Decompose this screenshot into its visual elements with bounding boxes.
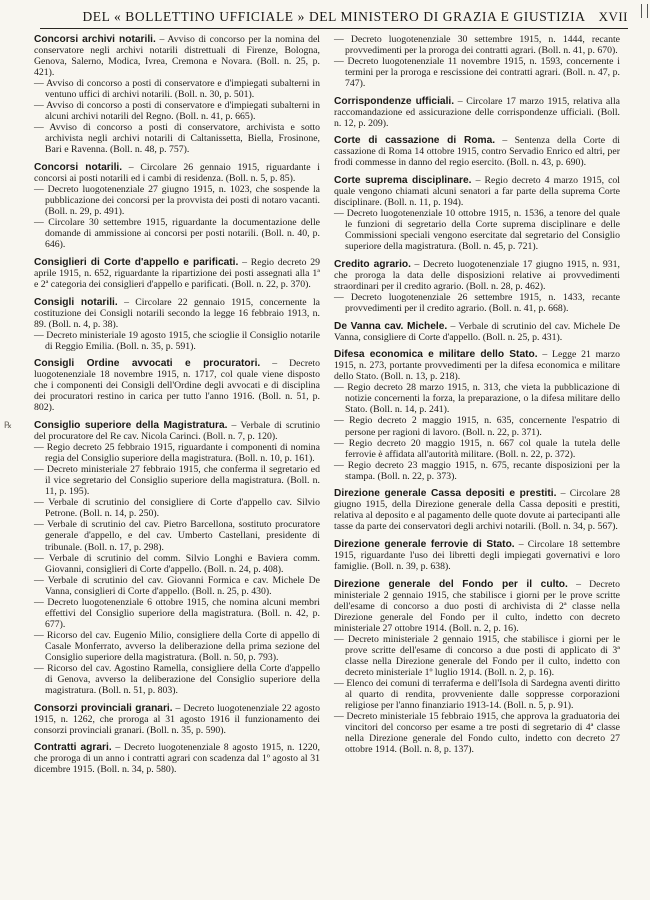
- entry-subitem: [34, 217, 320, 250]
- entry-subitem: [34, 630, 320, 663]
- index-entry: [334, 135, 620, 168]
- index-entry: [334, 175, 620, 252]
- entry-body: — Regio decreto 23 maggio 1915, n. 675, recante disposizioni per la stampa. (Boll. n. 22, p. 373).: [334, 459, 620, 482]
- entry-subitem: [334, 34, 620, 56]
- page-header: [40, 6, 628, 29]
- entry-subitem: [334, 292, 620, 314]
- index-entry: [34, 703, 320, 736]
- running-title: DEL « BOLLETTINO UFFICIALE » DEL MINISTERO DI GRAZIA E GIUSTIZIA: [82, 9, 586, 24]
- entry-body: – Verbale di scrutinio del cav. Michele De Vanna, consigliere di Corte d'appello. (Boll. n. 25, p. 431).: [334, 320, 620, 343]
- entry-heading: Credito agrario.: [334, 258, 411, 270]
- margin-mark: ℞: [4, 420, 13, 430]
- entry-body: — Ricorso del cav. Eugenio Milio, consigliere della Corte di appello di Casale Monferrato, avverso la deliberazione della prima sezione del Consiglio superiore della magistratura. (Boll. n. 50, p. 793).: [34, 629, 320, 663]
- entry-body: – Decreto luogotenenziale 18 novembre 1915, n. 1717, col quale viene disposto che i componenti dei Consigli dell'Ordine degli avvocati e di disciplina dei procuratori restino in carica per tutto l'anno 1916. (Boll. n. 51, p. 802).: [34, 358, 321, 414]
- entry-heading: Corte di cassazione di Roma.: [334, 135, 496, 147]
- index-entry: [334, 349, 620, 482]
- entry-heading: Concorsi archivi notarili.: [34, 34, 156, 45]
- right-column: [334, 34, 620, 762]
- entry-text: [34, 257, 320, 290]
- entry-body: — Decreto ministeriale 19 agosto 1915, che scioglie il Consiglio notarile di Reggio Emilia. (Boll. n. 35, p. 591).: [34, 329, 320, 352]
- entry-text: [334, 539, 620, 572]
- entry-subitem: [334, 460, 620, 482]
- entry-text: [334, 488, 620, 532]
- entry-body: — Decreto ministeriale 15 febbraio 1915, che approva la graduatoria dei vincitori del concorso per esame a tre posti di segretario di 4ª classe nella Direzione generale del Fondo culto, indetto con decreto 27 ottobre 1914. (Boll. n. 8, p. 137).: [334, 711, 620, 756]
- entry-body: – Legge 21 marzo 1915, n. 273, portante provvedimenti per la difesa economica e militare dello Stato. (Boll. n. 13, p. 218).: [334, 349, 620, 383]
- entry-body: – Circolare 18 settembre 1915, riguardante l'uso dei libretti degli impiegati governativi e loro famiglie. (Boll. n. 39, p. 638).: [334, 538, 620, 573]
- index-entry: [334, 579, 620, 756]
- entry-subitem: [334, 208, 620, 252]
- entry-body: — Decreto ministeriale 2 gennaio 1915, che stabilisce i giorni per le prove scritte dell'esame di concorso a due posti di applicato di 3ª classe nella Direzione generale del Fondo per il culto, indetto con decreto ministeriale 1º luglio 1914. (Boll. n. 2, p. 16).: [334, 633, 620, 678]
- entry-heading: Consiglio superiore della Magistratura.: [34, 420, 228, 431]
- entry-body: — Verbale di scrutinio del consigliere di Corte d'appello cav. Silvio Petrone. (Boll. n. 14, p. 250).: [34, 497, 320, 520]
- index-entry: [34, 162, 320, 250]
- entry-heading: Corrispondenze ufficiali.: [334, 95, 455, 107]
- entry-subitem: [334, 634, 620, 678]
- entry-text: [34, 34, 320, 78]
- entry-text: [34, 703, 320, 736]
- entry-body: – Decreto luogotenenziale 22 agosto 1915, n. 1262, che proroga al 31 agosto 1916 il funzionamento dei consorzi provinciali granari. (Boll. n. 35, p. 590).: [34, 702, 320, 736]
- entry-heading: Difesa economica e militare dello Stato.: [334, 349, 538, 361]
- entry-subitem: [34, 100, 320, 122]
- entry-subitem: [34, 464, 320, 497]
- entry-heading: Consorzi provinciali granari.: [34, 702, 173, 714]
- entry-heading: Corte suprema disciplinare.: [334, 175, 472, 187]
- index-entry: [34, 420, 320, 696]
- entry-text: [334, 135, 620, 168]
- entry-body: – Sentenza della Corte di cassazione di Roma 14 ottobre 1915, contro Servadio Enrico ed altri, per frodi commesse in danno del regio esercito. (Boll. n. 43, p. 690).: [334, 135, 620, 169]
- corner-mark: [641, 4, 648, 18]
- index-entry: [334, 96, 620, 129]
- entry-body: – Regio decreto 29 aprile 1915, n. 652, riguardante la ripartizione dei posti assegnati alla 1ª e 2ª categoria dei consiglieri d'appello e parificati. (Boll. n. 22, p. 370).: [34, 256, 320, 290]
- entry-subitem: [34, 597, 320, 630]
- entry-text: [34, 162, 320, 184]
- entry-body: — Regio decreto 28 marzo 1915, n. 313, che vieta la pubblicazione di notizie concernenti la forza, la preparazione, o la difesa militare dello Stato. (Boll. n. 14, p. 241).: [334, 382, 620, 416]
- entry-body: — Regio decreto 2 maggio 1915, n. 635, concernente l'espatrio di persone per ragioni di lavoro. (Boll. n. 22, p. 371).: [334, 415, 620, 438]
- entry-heading: Consigli notarili.: [34, 296, 118, 308]
- entry-body: – Avviso di concorso per la nomina del conservatore negli archivi notarili distrettuali di Firenze, Bologna, Genova, Salerno, Modica, Ivrea, Cremona e Novara. (Boll. n. 25, p. 421).: [34, 34, 320, 79]
- entry-text: [334, 321, 620, 343]
- entry-body: — Avviso di concorso a posti di conservatore e d'impiegati subalterni in alcuni archivi notarili del Regno. (Boll. n. 41, p. 665).: [34, 100, 320, 123]
- entry-body: – Circolare 26 gennaio 1915, riguardante i concorsi ai posti notarili ed i cambi di residenza. (Boll. n. 5, p. 85).: [34, 162, 320, 185]
- page-number: XVII: [598, 9, 628, 24]
- entry-text: [334, 175, 620, 208]
- entry-body: — Regio decreto 20 maggio 1915, n. 667 col quale la tutela delle ferrovie è affidata all'autorità militare. (Boll. n. 22, p. 372).: [334, 437, 620, 460]
- entry-subitem: [334, 678, 620, 711]
- entry-body: — Decreto luogotenenziale 10 ottobre 1915, n. 1536, a tenore del quale le funzioni di segretario della Corte suprema disciplinare e delle Commissioni speciali vengono esercitate dal segretario del Consiglio superiore della magistratura. (Boll. n. 45, p. 721).: [334, 208, 620, 253]
- entry-body: — Circolare 30 settembre 1915, riguardante la documentazione delle domande di ammissione ai concorsi per posti notarili. (Boll. n. 40, p. 646).: [34, 217, 320, 251]
- index-entry: [334, 539, 620, 572]
- entry-heading: Concorsi notarili.: [34, 162, 123, 174]
- entry-subitem: [334, 438, 620, 460]
- entry-body: — Decreto luogotenenziale 6 ottobre 1915, che nomina alcuni membri effettivi del Consiglio superiore della magistratura. (Boll. n. 42, p. 677).: [34, 596, 320, 630]
- entry-heading: Consigli Ordine avvocati e procuratori.: [34, 358, 261, 370]
- entry-body: – Circolare 17 marzo 1915, relativa alla raccomandazione ed assicurazione delle corrispondenze ufficiali. (Boll. n. 12, p. 209).: [334, 95, 621, 129]
- entry-body: — Decreto luogotenenziale 27 giugno 1915, n. 1023, che sospende la pubblicazione dei concorsi per la provvista dei posti di notaro vacanti. (Boll. n. 29, p. 491).: [34, 184, 320, 218]
- entry-text: [334, 579, 620, 634]
- entry-body: — Ricorso del cav. Agostino Ramella, consigliere della Corte d'appello di Genova, avverso la deliberazione del Consiglio superiore della magistratura. (Boll. n. 51, p. 803).: [34, 663, 320, 697]
- entry-body: — Regio decreto 25 febbraio 1915, riguardante i componenti di nomina regia del Consiglio superiore della magistratura. (Boll. n. 10, p. 161).: [34, 442, 320, 465]
- entry-subitem: [34, 330, 320, 352]
- index-entry: [34, 358, 320, 413]
- entry-heading: Direzione generale del Fondo per il culto.: [334, 578, 568, 590]
- entry-body: – Decreto luogotenenziale 17 giugno 1915, n. 931, che proroga la data delle disposizioni relative ai provvedimenti straordinari per il credito agrario. (Boll. n. 28, p. 462).: [334, 258, 620, 292]
- entry-body: – Circolare 28 giugno 1915, della Direzione generale della Cassa depositi e prestiti, relativa al deposito e al pagamento delle quote dovute ai partecipanti alle tasse da parte dei conservatori degli archivi notarili. (Boll. n. 34, p. 567).: [334, 488, 620, 533]
- entry-text: [34, 420, 320, 442]
- left-column: [34, 34, 320, 782]
- entry-body: — Decreto ministeriale 27 febbraio 1915, che conferma il segretario ed il vice segretario del Consiglio superiore della magistratura. (Boll. n. 11, p. 195).: [34, 464, 320, 498]
- entry-text: [34, 358, 320, 413]
- entry-subitem: [334, 711, 620, 755]
- entry-text: [334, 259, 620, 292]
- entry-subitem: [34, 575, 320, 597]
- entry-subitem: [34, 184, 320, 217]
- entry-subitem: [34, 553, 320, 575]
- entry-subitem: [334, 382, 620, 415]
- entry-subitem: [34, 663, 320, 696]
- entry-subitem: [34, 519, 320, 552]
- entry-body: — Verbale di scrutinio del cav. Giovanni Formica e cav. Michele De Vanna, consiglieri di Corte d'appello. (Boll. n. 25, p. 430).: [34, 574, 320, 597]
- index-entry: [34, 34, 320, 156]
- entry-body: — Avviso di concorso a posti di conservatore, archivista e sotto archivista negli archivi notarili di Caltanissetta, Biella, Frosinone, Bari e Ravenna. (Boll. n. 48, p. 757).: [34, 122, 320, 156]
- index-entry: [34, 257, 320, 290]
- entry-heading: Direzione generale ferrovie di Stato.: [334, 538, 515, 550]
- entry-heading: Contratti agrari.: [34, 742, 112, 754]
- entry-subitem: [34, 497, 320, 519]
- index-entry: [334, 34, 620, 89]
- entry-text: [34, 742, 320, 775]
- entry-subitem: [34, 122, 320, 155]
- entry-subitem: [34, 442, 320, 464]
- entry-heading: Direzione generale Cassa depositi e prestiti.: [334, 488, 557, 500]
- entry-body: — Decreto luogotenenziale 26 settembre 1915, n. 1433, recante provvedimenti per il credito agrario. (Boll. n. 41, p. 668).: [334, 291, 620, 315]
- entry-body: — Decreto luogotenenziale 30 settembre 1915, n. 1444, recante provvedimenti per la proroga dei contratti agrari. (Boll. n. 41, p. 670).: [334, 34, 620, 57]
- index-entry: [34, 742, 320, 775]
- index-entry: [34, 297, 320, 352]
- entry-body: — Elenco dei comuni di terraferma e dell'Isola di Sardegna aventi diritto al quarto di rendita, provveniente dalle soppresse corporazioni religiose per l'anno finanziario 1913-14. (Boll. n. 5, p. 91).: [334, 677, 620, 712]
- index-entry: [334, 259, 620, 314]
- entry-body: – Verbale di scrutinio del procuratore del Re cav. Nicola Carinci. (Boll. n. 7, p. 120).: [34, 420, 320, 443]
- entry-body: – Regio decreto 4 marzo 1915, col quale vengono chiamati alcuni senatori a far parte della suprema Corte disciplinare. (Boll. n. 11, p. 194).: [334, 175, 621, 209]
- entry-subitem: [34, 78, 320, 100]
- index-entry: [334, 488, 620, 532]
- entry-heading: De Vanna cav. Michele.: [334, 320, 448, 332]
- entry-body: — Verbale di scrutinio del comm. Silvio Longhi e Baviera comm. Giovanni, consiglieri di Corte d'appello. (Boll. n. 24, p. 408).: [34, 552, 320, 575]
- entry-body: – Decreto ministeriale 2 gennaio 1915, che stabilisce i giorni per le prove scritte dell'esame di concorso a duo posti di archivista di 2ª classe nella Direzione generale del Fondo per il culto, indetto con decreto ministeriale 27 ottobre 1914. (Boll. n. 2, p. 16).: [334, 578, 620, 634]
- entry-body: – Decreto luogotenenziale 8 agosto 1915, n. 1220, che proroga di un anno i contratti agrari con scadenza dal 1º agosto al 31 dicembre 1915. (Boll. n. 34, p. 580).: [34, 742, 320, 776]
- entry-subitem: [334, 56, 620, 89]
- entry-body: — Avviso di concorso a posti di conservatore e d'impiegati subalterni in ventuno uffici di archivi notarili. (Boll. n. 30, p. 501).: [34, 78, 320, 101]
- entry-body: — Verbale di scrutinio del cav. Pietro Barcellona, sostituto procuratore generale d'appello, e del cav. Umberto Castellani, presidente di tribunale. (Boll. n. 17, p. 298).: [34, 519, 320, 553]
- entry-subitem: [334, 415, 620, 437]
- index-entry: [334, 321, 620, 343]
- entry-text: [34, 297, 320, 330]
- entry-body: — Decreto luogotenenziale 11 novembre 1915, n. 1593, concernente i termini per la proroga e rescissione dei contratti agrari. (Boll. n. 47, p. 747).: [334, 56, 620, 90]
- entry-text: [334, 96, 620, 129]
- entry-text: [334, 349, 620, 382]
- entry-body: – Circolare 22 gennaio 1915, concernente la costituzione dei Consigli notarili secondo la legge 16 febbraio 1913, n. 89. (Boll. n. 4, p. 38).: [34, 296, 320, 330]
- entry-heading: Consiglieri di Corte d'appello e parificati.: [34, 256, 239, 268]
